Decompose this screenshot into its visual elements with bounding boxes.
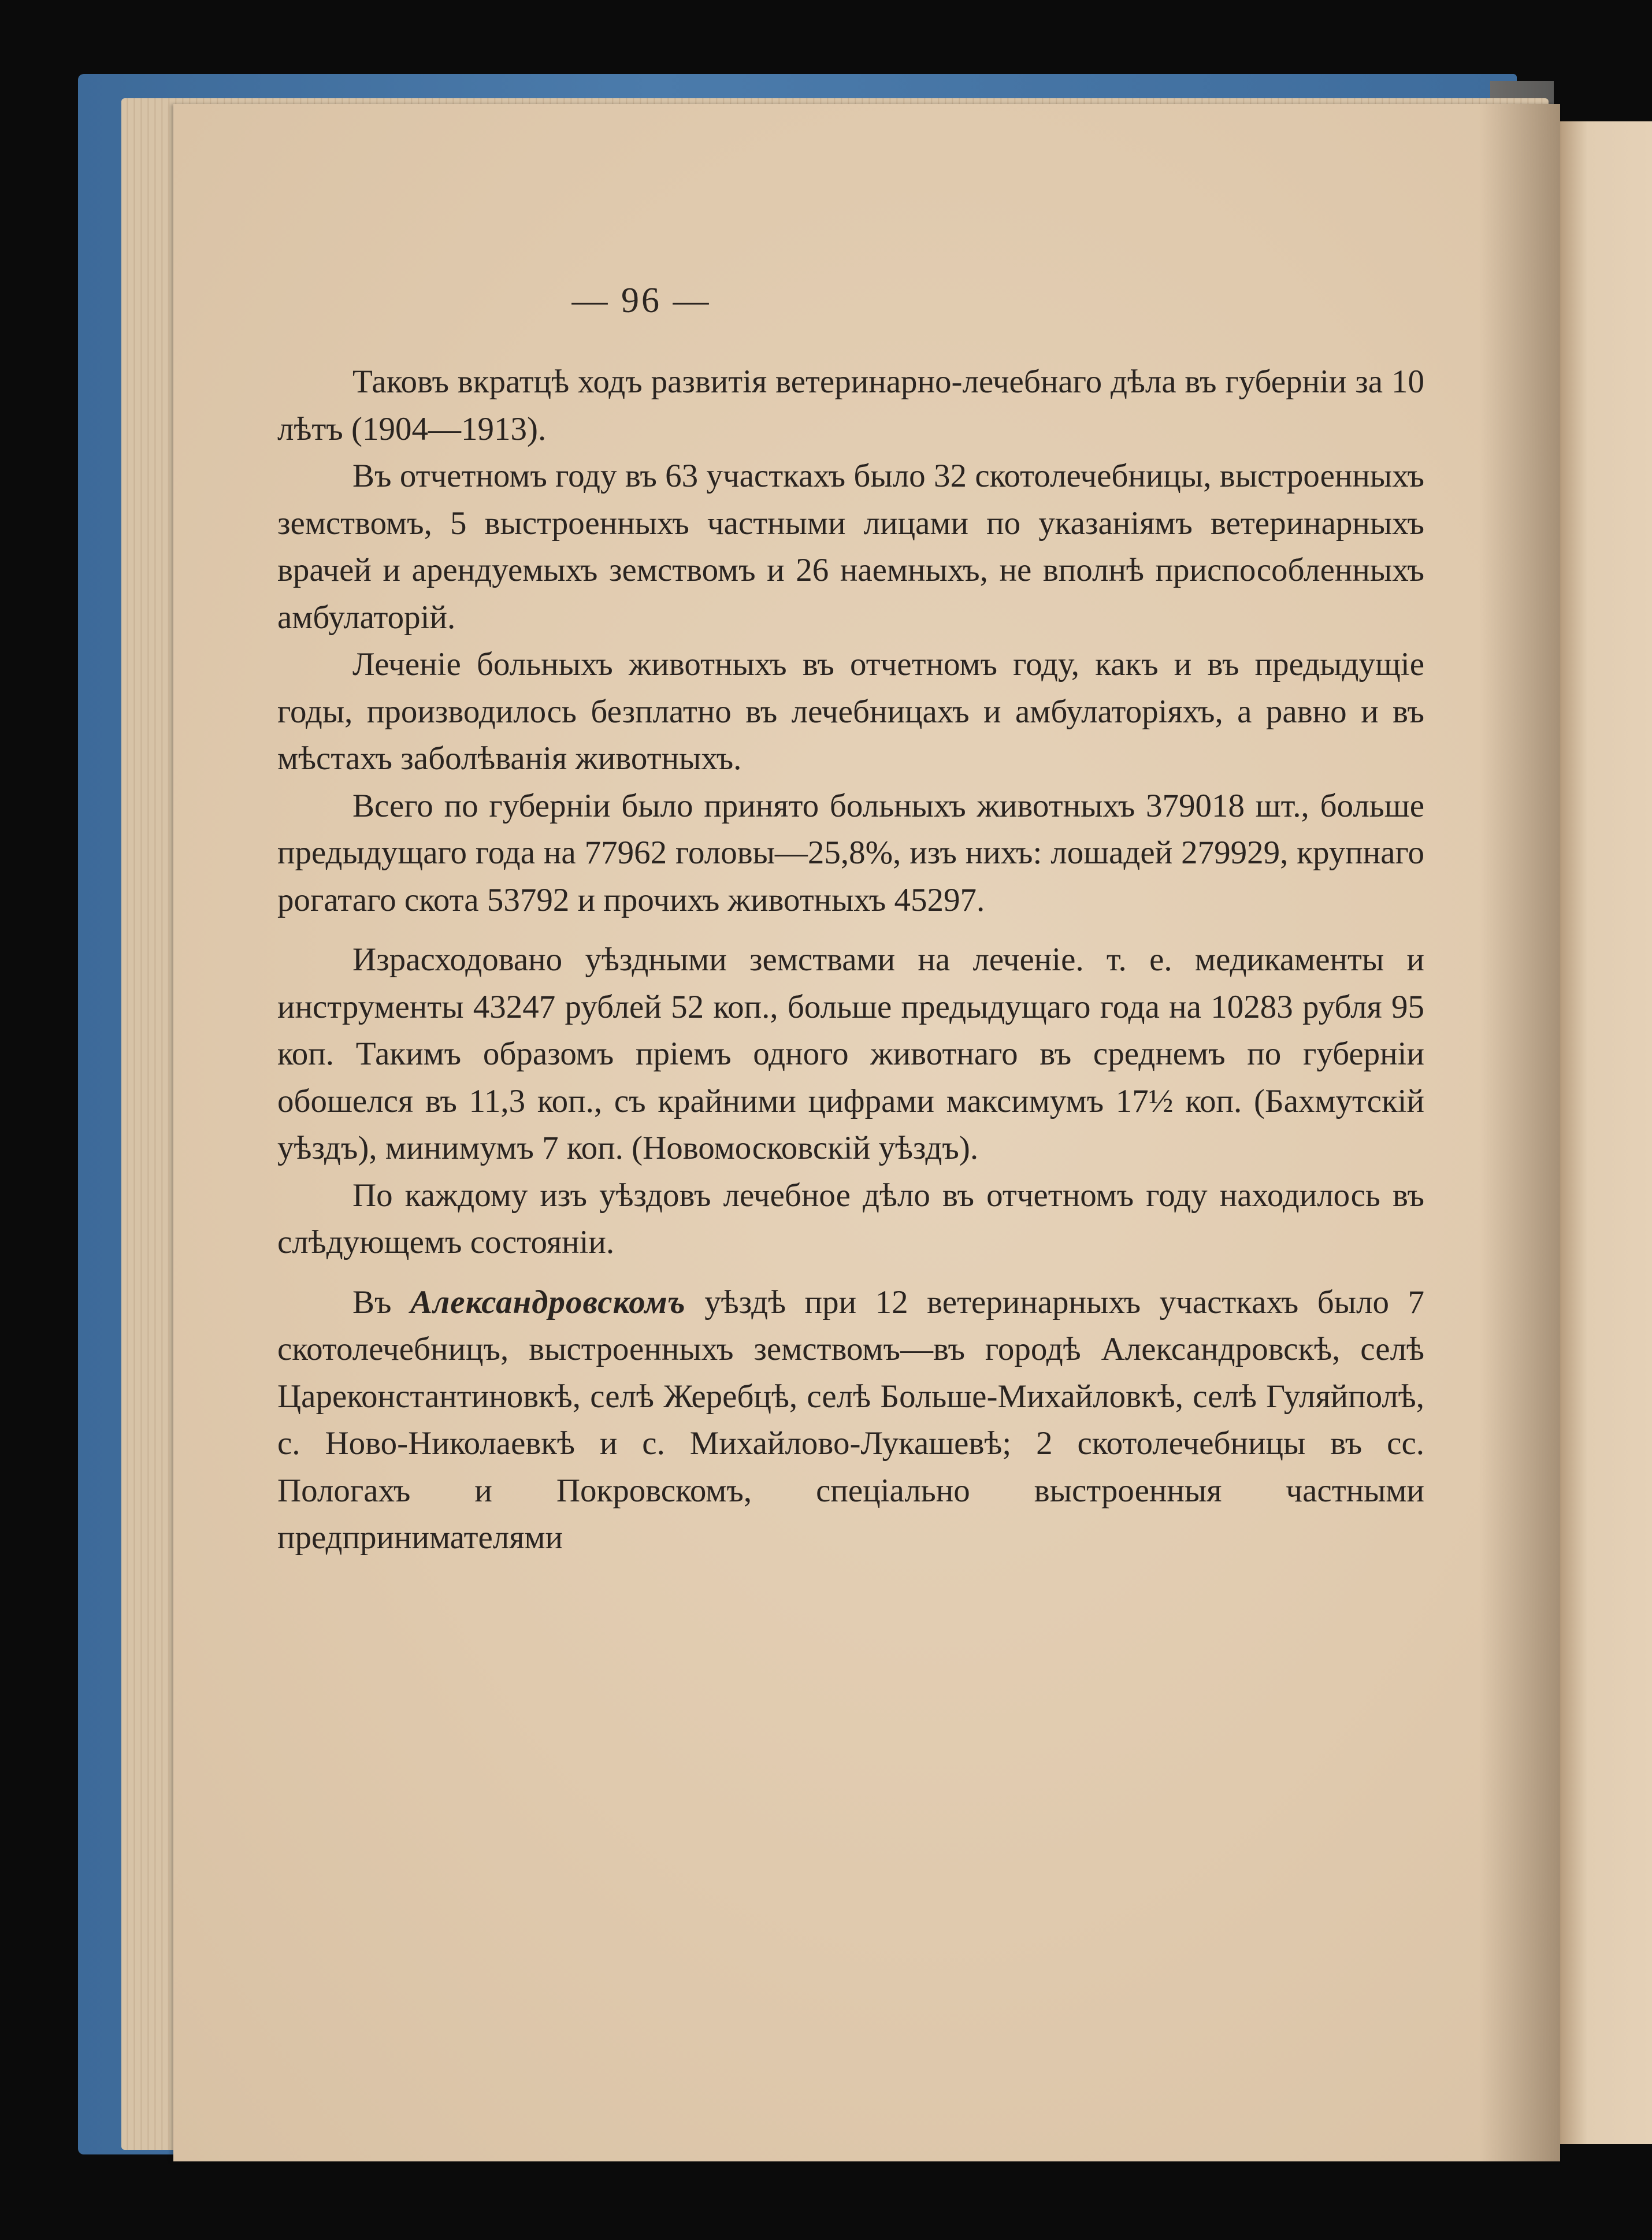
paragraph-prefix: Въ: [352, 1284, 411, 1321]
district-name: Александровскомъ: [410, 1284, 686, 1321]
paragraph: Въ отчетномъ году въ 63 участкахъ было 32 скотолечебницы, выстроенныхъ земствомъ, 5 выстроенныхъ частными лицами по указаніямъ ветеринарныхъ врачей и арендуемыхъ земствомъ и 26 наемныхъ, не вполнѣ приспособленныхъ амбулаторій.: [277, 458, 1424, 636]
paragraph: Израсходовано уѣздными земствами на леченіе. т. е. медикаменты и инструменты 43247 рублей 52 коп., больше предыдущаго года на 10283 рубля 95 коп. Такимъ образомъ пріемъ одного животнаго въ среднемъ по губерніи обошелся въ 11,3 коп., съ крайними цифрами максимумъ 17½ коп. (Бахмутскій уѣздъ), минимумъ 7 коп. (Новомосковскій уѣздъ).: [277, 941, 1424, 1166]
page-number: — 96 —: [571, 281, 711, 320]
paragraph: [277, 1279, 1424, 1562]
facing-page-edge: [1560, 121, 1652, 2144]
paragraph-body: уѣздѣ при 12 ветеринарныхъ участкахъ было 7 скотолечебницъ, выстроенныхъ земствомъ—въ городѣ Александровскѣ, селѣ Цареконстантиновкѣ, селѣ Жеребцѣ, селѣ Больше-Михайловкѣ, селѣ Гуляйполѣ, с. Ново-Николаевкѣ и с. Михайлово-Лукашевѣ; 2 скотолечебницы въ сс. Пологахъ и Покровскомъ, спеціально выстроенныя частными предпринимателями: [277, 1284, 1425, 1556]
paragraph: Всего по губерніи было принято больныхъ животныхъ 379018 шт., больше предыдущаго года на 77962 головы—25,8%, изъ нихъ: лошадей 279929, крупнаго рогатаго скота 53792 и прочихъ животныхъ 45297.: [277, 787, 1424, 918]
gutter-shadow: [1479, 104, 1560, 2161]
paragraph: По каждому изъ уѣздовъ лечебное дѣло въ отчетномъ году находилось въ слѣдующемъ состояніи.: [277, 1177, 1424, 1260]
page-text: [277, 358, 1424, 1562]
paragraph: Леченіе больныхъ животныхъ въ отчетномъ году, какъ и въ предыдущіе годы, производилось безплатно въ лечебницахъ и амбулаторіяхъ, а равно и въ мѣстахъ заболѣванія животныхъ.: [277, 646, 1424, 777]
paragraph: Таковъ вкратцѣ ходъ развитія ветеринарно-лечебнаго дѣла въ губерніи за 10 лѣтъ (1904—1913).: [277, 364, 1424, 447]
